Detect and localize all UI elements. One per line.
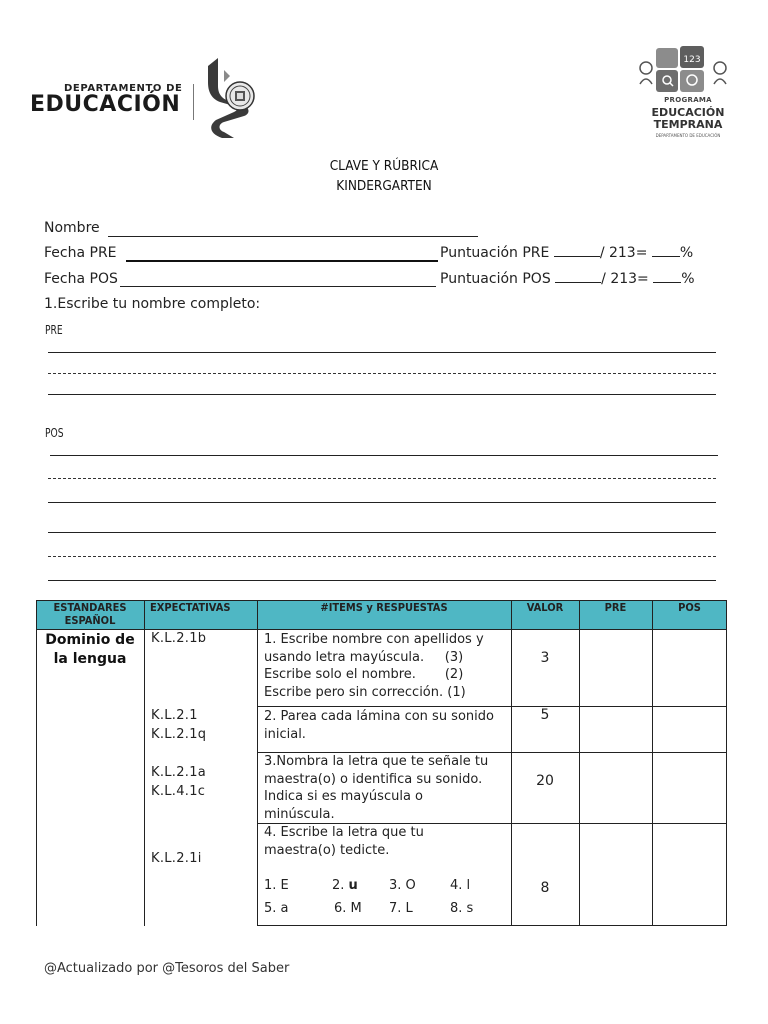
row3-item-line-4: minúscula.	[264, 806, 335, 822]
seal-emblem-icon	[204, 56, 260, 140]
program-logo-icon	[636, 44, 740, 98]
row2-item-line-2: inicial.	[264, 726, 306, 742]
letter-8-num: 8.	[450, 901, 463, 916]
pos-section-label: POS	[45, 426, 64, 440]
doc-title-line2: KINDERGARTEN	[336, 178, 432, 194]
letter-2-num: 2.	[332, 878, 345, 893]
table-col-divider-2	[257, 600, 258, 926]
row3-item-line-2: maestra(o) o identifica su sonido.	[264, 771, 483, 787]
row3-code-2: K.L.4.1c	[151, 784, 206, 799]
row2-valor: 5	[540, 707, 550, 723]
row1-item-line-4: Escribe pero sin corrección. (1)	[264, 684, 466, 700]
row3-item-line-3: Indica si es mayúscula o	[264, 789, 423, 804]
row2-pre-cell[interactable]	[580, 707, 652, 752]
puntuacion-pos-field[interactable]	[555, 282, 601, 283]
fecha-pos-field[interactable]	[120, 286, 436, 287]
puntuacion-pos-percent: %	[681, 271, 695, 287]
question-1: 1.Escribe tu nombre completo:	[44, 296, 261, 312]
pos-writing-line-2[interactable]	[48, 478, 716, 479]
puntuacion-pre-percent-field[interactable]	[652, 256, 680, 257]
row4-code-1: K.L.2.1i	[151, 851, 202, 866]
header-estandares: ESTANDARES ESPAÑOL	[53, 601, 127, 627]
puntuacion-pos-percent-field[interactable]	[653, 282, 681, 283]
header-expectativas: EXPECTATIVAS	[150, 601, 231, 614]
header-valor: VALOR	[526, 601, 564, 614]
row4-item-text	[264, 824, 424, 859]
row1-item-line-2: usando letra mayúscula. (3)	[264, 649, 464, 665]
letter-8	[450, 900, 473, 918]
letter-5-num: 5.	[264, 901, 277, 916]
puntuacion-pre-percent: %	[679, 245, 694, 261]
dept-top-text: DEPARTAMENTO DE	[64, 83, 183, 94]
row3-pre-cell[interactable]	[580, 753, 652, 823]
program-name-line2: TEMPRANA	[653, 118, 723, 131]
row4-valor: 8	[540, 880, 550, 896]
pre-writing-line-1[interactable]	[48, 352, 716, 353]
pos-writing-line-3[interactable]	[48, 502, 716, 503]
pos-writing-line-5[interactable]	[48, 556, 716, 557]
letter-7-value: L	[405, 901, 413, 916]
row2-item-text	[264, 708, 494, 743]
table-col-divider-3	[511, 600, 512, 926]
program-subtitle: DEPARTAMENTO DE EDUCACIÓN	[655, 133, 721, 138]
header-items: #ITEMS y RESPUESTAS	[320, 601, 448, 614]
letter-5	[264, 900, 289, 918]
row2-item-line-1: 2. Parea cada lámina con su sonido	[264, 709, 494, 724]
letter-6	[334, 900, 362, 918]
letter-7	[389, 900, 413, 918]
letter-6-num: 6.	[334, 901, 347, 916]
domain-cell: Dominio de la lengua	[45, 632, 135, 667]
row1-item-line-1: 1. Escribe nombre con apellidos y	[264, 632, 484, 647]
fecha-pre-label: Fecha PRE	[44, 245, 117, 261]
letter-5-value: a	[280, 901, 289, 916]
letter-4	[450, 877, 470, 895]
doc-title-line1: CLAVE Y RÚBRICA	[329, 158, 439, 174]
row3-item-line-1: 3.Nombra la letra que te señale tu	[264, 754, 489, 769]
header-pos: POS	[678, 601, 701, 614]
puntuacion-pre-total: / 213=	[599, 245, 648, 261]
row1-item-line-3: Escribe solo el nombre. (2)	[264, 667, 464, 682]
letter-4-value: l	[466, 878, 471, 893]
table-border-left	[36, 600, 37, 926]
puntuacion-pos-total: / 213=	[601, 271, 649, 287]
row3-code-1: K.L.2.1a	[151, 765, 207, 780]
row4-item-line-2: maestra(o) tedicte.	[264, 842, 390, 858]
letter-1-value: E	[280, 878, 289, 893]
letter-3	[389, 877, 416, 895]
letter-3-value: O	[405, 878, 416, 893]
puntuacion-pre-field[interactable]	[554, 256, 600, 257]
letter-2	[332, 877, 358, 895]
letter-3-num: 3.	[389, 878, 402, 893]
letter-1-num: 1.	[264, 878, 277, 893]
row3-item-text	[264, 753, 488, 823]
pos-writing-line-4[interactable]	[48, 532, 716, 533]
pre-writing-line-3[interactable]	[48, 394, 716, 395]
footer-credit: @Actualizado por @Tesoros del Saber	[44, 961, 290, 976]
row4-pos-cell[interactable]	[653, 824, 726, 925]
row1-valor: 3	[540, 650, 550, 666]
nombre-field[interactable]	[108, 236, 478, 237]
dept-main-text: EDUCACIÓN	[30, 92, 181, 117]
row4-pre-cell[interactable]	[580, 824, 652, 925]
row1-item-text	[264, 631, 484, 701]
logo-divider	[193, 84, 194, 120]
row3-valor: 20	[536, 773, 554, 789]
puntuacion-pos-label: Puntuación POS	[440, 271, 551, 287]
letter-8-value: s	[466, 901, 474, 916]
table-border-right	[726, 600, 727, 926]
row2-pos-cell[interactable]	[653, 707, 726, 752]
fecha-pre-field[interactable]	[126, 260, 438, 262]
row4-item-line-1: 4. Escribe la letra que tu	[264, 825, 424, 840]
table-border-top	[36, 600, 727, 601]
program-name-line1: EDUCACIÓN	[651, 106, 725, 119]
letter-7-num: 7.	[389, 901, 402, 916]
letter-2-value: u	[348, 878, 358, 893]
row2-code-1: K.L.2.1	[151, 708, 198, 723]
letter-6-value: M	[350, 901, 362, 916]
puntuacion-pos-row	[440, 271, 695, 287]
program-label: PROGRAMA	[664, 96, 712, 104]
pos-writing-line-6[interactable]	[48, 580, 716, 581]
nombre-label: Nombre	[44, 220, 100, 236]
fecha-pos-label: Fecha POS	[44, 271, 118, 287]
letter-4-num: 4.	[450, 878, 463, 893]
row1-code-1: K.L.2.1b	[151, 631, 207, 646]
pre-writing-line-2[interactable]	[48, 373, 716, 374]
program-logo-123: 123	[683, 55, 701, 65]
pre-section-label: PRE	[45, 323, 63, 337]
puntuacion-pre-row	[440, 245, 693, 261]
letter-1	[264, 877, 289, 895]
table-col-divider-1	[144, 600, 145, 926]
table-row4-bottom	[257, 925, 727, 926]
row3-pos-cell[interactable]	[653, 753, 726, 823]
row1-pre-cell[interactable]	[580, 630, 652, 706]
header-pre: PRE	[604, 601, 627, 614]
pos-writing-line-1[interactable]	[50, 455, 718, 456]
row2-code-2: K.L.2.1q	[151, 727, 207, 742]
puntuacion-pre-label: Puntuación PRE	[440, 245, 550, 261]
row1-pos-cell[interactable]	[653, 630, 726, 706]
